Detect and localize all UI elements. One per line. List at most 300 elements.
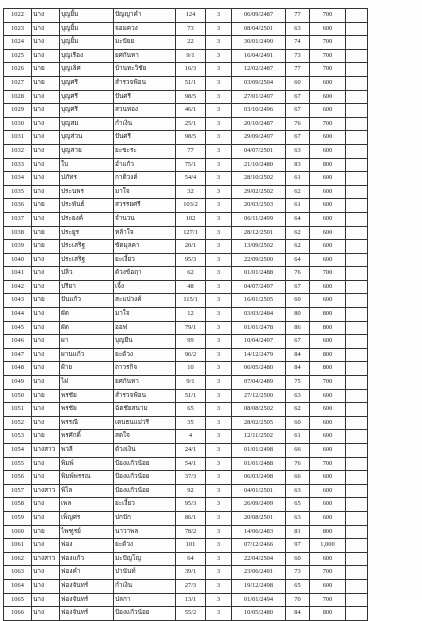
birth-date-cell: 06/05/2480 [232,362,286,376]
first-name-cell: ฟองคำ [60,566,114,580]
house-number-cell: 10 [176,362,206,376]
age-cell: 73 [286,566,310,580]
first-name-cell: พิไล [60,484,114,498]
village-number-cell: 3 [206,172,232,186]
surname-cell: ออฟ [114,321,176,335]
village-number-cell: 3 [206,63,232,77]
birth-date-cell: 16/04/2491 [232,49,286,63]
house-number-cell: 95/3 [176,498,206,512]
house-number-cell: 75/1 [176,158,206,172]
house-number-cell: 101 [176,539,206,553]
row-number-cell: 1055 [4,457,32,471]
age-cell: 63 [286,511,310,525]
first-name-cell: บุญยิ้ม [60,36,114,50]
first-name-cell: ใบ [60,158,114,172]
birth-date-cell: 30/01/2490 [232,36,286,50]
allowance-amount-cell: 600 [310,416,346,430]
age-cell: 60 [286,294,310,308]
house-number-cell: 4 [176,430,206,444]
birth-date-cell: 08/04/2501 [232,22,286,36]
age-cell: 86 [286,321,310,335]
row-number-cell: 1034 [4,172,32,186]
surname-cell: กาติวงค์ [114,172,176,186]
title-cell: นาง [32,90,60,104]
title-cell: นาย [32,226,60,240]
empty-cell [346,607,368,621]
surname-cell: ป้องแก้วน้อย [114,484,176,498]
table-row [4,335,368,349]
age-cell: 61 [286,172,310,186]
surname-cell: ยะเงี้ยว [114,253,176,267]
village-number-cell: 3 [206,22,232,36]
surname-cell: ยศกันทา [114,49,176,63]
birth-date-cell: 13/09/2502 [232,240,286,254]
house-number-cell: 55/2 [176,607,206,621]
allowance-amount-cell: 600 [310,253,346,267]
table-row [4,172,368,186]
first-name-cell: ฝ้าย [60,362,114,376]
village-number-cell: 3 [206,525,232,539]
house-number-cell: 73 [176,22,206,36]
allowance-amount-cell: 700 [310,267,346,281]
title-cell: นาง [32,104,60,118]
table-row [4,9,368,23]
age-cell: 60 [286,552,310,566]
table-row [4,144,368,158]
row-number-cell: 1031 [4,131,32,145]
first-name-cell: ประยงค์ [60,212,114,226]
house-number-cell: 51/1 [176,389,206,403]
first-name-cell: พรชัย [60,389,114,403]
birth-date-cell: 04/07/2501 [232,144,286,158]
row-number-cell: 1027 [4,76,32,90]
table-row [4,579,368,593]
village-number-cell: 3 [206,131,232,145]
surname-cell: มาใจ [114,308,176,322]
house-number-cell: 27/3 [176,579,206,593]
table-row [4,471,368,485]
row-number-cell: 1049 [4,376,32,390]
title-cell: นาง [32,335,60,349]
birth-date-cell: 20/03/2503 [232,199,286,213]
allowance-amount-cell: 600 [310,430,346,444]
first-name-cell: ประเสริฐ [60,240,114,254]
age-cell: 74 [286,36,310,50]
village-number-cell: 3 [206,539,232,553]
title-cell: นาง [32,131,60,145]
row-number-cell: 1048 [4,362,32,376]
title-cell: นาง [32,566,60,580]
title-cell: นาง [32,280,60,294]
table-row [4,444,368,458]
surname-cell: ยะด้วง [114,539,176,553]
empty-cell [346,525,368,539]
house-number-cell: 22 [176,36,206,50]
birth-date-cell: 03/10/2496 [232,104,286,118]
first-name-cell: ไพฑูรย์ [60,525,114,539]
title-cell: นาง [32,117,60,131]
title-cell: นาง [32,36,60,50]
allowance-amount-cell: 600 [310,444,346,458]
surname-cell: ปลกา [114,593,176,607]
age-cell: 76 [286,267,310,281]
house-number-cell: 35 [176,416,206,430]
empty-cell [346,76,368,90]
title-cell: นาง [32,158,60,172]
allowance-amount-cell: 600 [310,90,346,104]
row-number-cell: 1059 [4,511,32,525]
age-cell: 84 [286,348,310,362]
row-number-cell: 1040 [4,253,32,267]
birth-date-cell: 08/08/2502 [232,403,286,417]
village-number-cell: 3 [206,552,232,566]
row-number-cell: 1046 [4,335,32,349]
empty-cell [346,267,368,281]
empty-cell [346,430,368,444]
village-number-cell: 3 [206,117,232,131]
house-number-cell: 12 [176,308,206,322]
empty-cell [346,335,368,349]
first-name-cell: ฟองจันทร์ [60,607,114,621]
first-name-cell: บุญเรือง [60,49,114,63]
first-name-cell: ผานแก้ว [60,348,114,362]
title-cell: นาง [32,321,60,335]
surname-cell: ถาวรกิจ [114,362,176,376]
surname-cell: ยศกันทา [114,376,176,390]
table-row [4,104,368,118]
village-number-cell: 3 [206,511,232,525]
row-number-cell: 1061 [4,539,32,553]
surname-cell: มะปัยย [114,36,176,50]
row-number-cell: 1026 [4,63,32,77]
allowance-amount-cell: 1,000 [310,539,346,553]
first-name-cell: ปลิว [60,267,114,281]
title-cell: นาย [32,294,60,308]
table-row [4,552,368,566]
row-number-cell: 1062 [4,552,32,566]
allowance-amount-cell: 600 [310,240,346,254]
row-number-cell: 1047 [4,348,32,362]
first-name-cell: พรชัย [60,403,114,417]
row-number-cell: 1050 [4,389,32,403]
village-number-cell: 3 [206,185,232,199]
surname-cell: ขัดมุลคา [114,240,176,254]
house-number-cell: 92 [176,484,206,498]
empty-cell [346,484,368,498]
village-number-cell: 3 [206,280,232,294]
surname-cell: เตบธนแม่วรี [114,416,176,430]
table-row [4,511,368,525]
empty-cell [346,226,368,240]
first-name-cell: พรรณี [60,416,114,430]
age-cell: 65 [286,498,310,512]
title-cell: นาย [32,389,60,403]
house-number-cell: 98/5 [176,131,206,145]
row-number-cell: 1033 [4,158,32,172]
surname-cell: ปกปัก [114,511,176,525]
row-number-cell: 1045 [4,321,32,335]
allowance-amount-cell: 600 [310,185,346,199]
empty-cell [346,457,368,471]
row-number-cell: 1037 [4,212,32,226]
house-number-cell: 46/1 [176,104,206,118]
empty-cell [346,9,368,23]
title-cell: นาง [32,212,60,226]
first-name-cell: ฟอง [60,539,114,553]
first-name-cell: ปรียา [60,280,114,294]
age-cell: 66 [286,471,310,485]
house-number-cell: 37/3 [176,471,206,485]
house-number-cell: 20/1 [176,240,206,254]
birth-date-cell: 22/04/2504 [232,552,286,566]
age-cell: 63 [286,389,310,403]
empty-cell [346,212,368,226]
allowance-amount-cell: 600 [310,199,346,213]
title-cell: นาง [32,457,60,471]
birth-date-cell: 12/11/2502 [232,430,286,444]
village-number-cell: 3 [206,430,232,444]
surname-cell: สวรรยศรี [114,199,176,213]
table-row [4,376,368,390]
age-cell: 62 [286,240,310,254]
allowance-amount-cell: 600 [310,335,346,349]
row-number-cell: 1066 [4,607,32,621]
first-name-cell: พิมพ์พรรณ [60,471,114,485]
table-row [4,348,368,362]
age-cell: 63 [286,22,310,36]
first-name-cell: บุญศรี [60,76,114,90]
allowance-amount-cell: 600 [310,498,346,512]
allowance-amount-cell: 600 [310,144,346,158]
table-row [4,430,368,444]
allowance-amount-cell: 600 [310,280,346,294]
age-cell: 83 [286,158,310,172]
age-cell: 67 [286,131,310,145]
house-number-cell: 127/1 [176,226,206,240]
house-number-cell: 102 [176,212,206,226]
age-cell: 77 [286,9,310,23]
village-number-cell: 3 [206,389,232,403]
age-cell: 77 [286,63,310,77]
title-cell: นาง [32,49,60,63]
empty-cell [346,566,368,580]
empty-cell [346,498,368,512]
row-number-cell: 1032 [4,144,32,158]
empty-cell [346,362,368,376]
empty-cell [346,22,368,36]
village-number-cell: 3 [206,416,232,430]
elderly-allowance-register-table [3,8,368,621]
surname-cell: ยะเงี้ยว [114,498,176,512]
birth-date-cell: 28/02/2505 [232,416,286,430]
allowance-amount-cell: 600 [310,294,346,308]
house-number-cell: 39/1 [176,566,206,580]
surname-cell: ยะด้วง [114,348,176,362]
allowance-amount-cell: 800 [310,525,346,539]
surname-cell: กำเงิน [114,117,176,131]
table-row [4,131,368,145]
allowance-amount-cell: 600 [310,172,346,186]
table-row [4,362,368,376]
age-cell: 63 [286,144,310,158]
title-cell: นาง [32,9,60,23]
village-number-cell: 3 [206,226,232,240]
house-number-cell: 99 [176,335,206,349]
first-name-cell: บุญยิ้ม [60,9,114,23]
birth-date-cell: 14/12/2479 [232,348,286,362]
birth-date-cell: 06/09/2487 [232,9,286,23]
allowance-amount-cell: 600 [310,511,346,525]
empty-cell [346,321,368,335]
first-name-cell: ผัด [60,321,114,335]
surname-cell: ปัญญาคำ [114,9,176,23]
title-cell: นาง [32,511,60,525]
first-name-cell: ประยูร [60,226,114,240]
surname-cell: ปันศรี [114,90,176,104]
row-number-cell: 1058 [4,498,32,512]
table-row [4,403,368,417]
surname-cell: มะปัญโญ [114,552,176,566]
surname-cell: ด้วงเงิน [114,444,176,458]
first-name-cell: ประพันธ์ [60,199,114,213]
first-name-cell: ฟองจันทร์ [60,593,114,607]
age-cell: 60 [286,416,310,430]
empty-cell [346,376,368,390]
birth-date-cell: 22/09/2500 [232,253,286,267]
village-number-cell: 3 [206,294,232,308]
first-name-cell: ผัด [60,308,114,322]
allowance-amount-cell: 600 [310,226,346,240]
first-name-cell: บุญเลิศ [60,63,114,77]
birth-date-cell: 06/11/2499 [232,212,286,226]
birth-date-cell: 14/06/2483 [232,525,286,539]
table-row [4,308,368,322]
village-number-cell: 3 [206,376,232,390]
first-name-cell: ผา [60,335,114,349]
row-number-cell: 1056 [4,471,32,485]
allowance-amount-cell: 700 [310,49,346,63]
surname-cell: ป้องแก้วน้อย [114,457,176,471]
empty-cell [346,131,368,145]
first-name-cell: พวลี [60,444,114,458]
age-cell: 70 [286,593,310,607]
first-name-cell: ประนพร [60,185,114,199]
first-name-cell: บุญสาย [60,144,114,158]
empty-cell [346,444,368,458]
house-number-cell: 95/3 [176,253,206,267]
title-cell: นาง [32,416,60,430]
row-number-cell: 1054 [4,444,32,458]
surname-cell: จำนวน [114,212,176,226]
empty-cell [346,158,368,172]
allowance-amount-cell: 700 [310,457,346,471]
table-row [4,416,368,430]
row-number-cell: 1053 [4,430,32,444]
allowance-amount-cell: 700 [310,36,346,50]
house-number-cell: 9/1 [176,376,206,390]
table-row [4,280,368,294]
first-name-cell: บุญยิ้ม [60,22,114,36]
surname-cell: สวนทอง [114,104,176,118]
allowance-amount-cell: 700 [310,566,346,580]
row-number-cell: 1038 [4,226,32,240]
title-cell: นาง [32,376,60,390]
village-number-cell: 3 [206,104,232,118]
title-cell: นาง [32,348,60,362]
row-number-cell: 1060 [4,525,32,539]
age-cell: 62 [286,226,310,240]
allowance-amount-cell: 800 [310,348,346,362]
age-cell: 76 [286,457,310,471]
table-row [4,267,368,281]
first-name-cell: พิมพ์ [60,457,114,471]
surname-cell: กำเงิน [114,579,176,593]
village-number-cell: 3 [206,348,232,362]
table-row [4,117,368,131]
birth-date-cell: 12/02/2487 [232,63,286,77]
allowance-amount-cell: 600 [310,76,346,90]
table-row [4,240,368,254]
row-number-cell: 1063 [4,566,32,580]
first-name-cell: ปันแก้ว [60,294,114,308]
row-number-cell: 1023 [4,22,32,36]
house-number-cell: 25/1 [176,117,206,131]
house-number-cell: 51/1 [176,76,206,90]
row-number-cell: 1022 [4,9,32,23]
birth-date-cell: 20/08/2501 [232,511,286,525]
house-number-cell: 62 [176,267,206,281]
title-cell: นาง [32,253,60,267]
table-row [4,212,368,226]
empty-cell [346,240,368,254]
empty-cell [346,308,368,322]
surname-cell: ป้องแก้วน้อย [114,471,176,485]
village-number-cell: 3 [206,457,232,471]
empty-cell [346,579,368,593]
birth-date-cell: 20/10/2487 [232,117,286,131]
empty-cell [346,36,368,50]
allowance-amount-cell: 800 [310,321,346,335]
village-number-cell: 3 [206,36,232,50]
village-number-cell: 3 [206,498,232,512]
village-number-cell: 3 [206,444,232,458]
first-name-cell: บุญส่วน [60,131,114,145]
surname-cell: เจิ้ง [114,280,176,294]
table-row [4,199,368,213]
house-number-cell: 86/1 [176,511,206,525]
village-number-cell: 3 [206,199,232,213]
age-cell: 62 [286,185,310,199]
village-number-cell: 3 [206,240,232,254]
birth-date-cell: 27/01/2497 [232,90,286,104]
first-name-cell: พรศักดิ์ [60,430,114,444]
age-cell: 64 [286,212,310,226]
row-number-cell: 1044 [4,308,32,322]
row-number-cell: 1035 [4,185,32,199]
house-number-cell: 103/2 [176,199,206,213]
age-cell: 63 [286,484,310,498]
allowance-amount-cell: 700 [310,9,346,23]
table-row [4,185,368,199]
title-cell: นาง [32,498,60,512]
house-number-cell: 64 [176,552,206,566]
title-cell: นาย [32,430,60,444]
allowance-amount-cell: 800 [310,308,346,322]
title-cell: นาง [32,593,60,607]
birth-date-cell: 04/01/2501 [232,484,286,498]
empty-cell [346,280,368,294]
title-cell: นางสาว [32,444,60,458]
